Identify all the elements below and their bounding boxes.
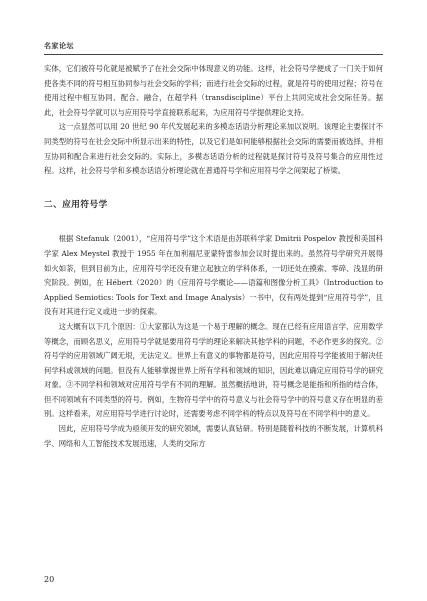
paragraph: 实体，它们被符号化就是被赋予了在社会交际中体现意义的功能。这样，社会符号学便成了一门关于如何使各类不同的符号相互协同参与社会交际的学科；而进行社会交际的过程，就是符号的使用过程；符号在使用过程中相互协同、配合、融合，在超学科（transdiscipline）平台上共同完成社会交际任务。据此，社会符号学就可以与应用符号学直接联系起来，为应用符号学提供理论支持。: [44, 64, 383, 117]
paragraph: 因此，应用符号学成为亟须开发的研究领域，需要认真钻研。特别是随着科技的不断发展，计算机科学、网络和人工智能技术发展迅速，人类的交际方: [44, 424, 383, 448]
paragraph: 这一点显然可以用 20 世纪 90 年代发展起来的多模态话语分析理论来加以说明。该理论主要探讨不同类型的符号在社会交际中所显示出来的特性，以及它们是如何能够根据社会交际的需要而被选择，并相互协同和配合来进行社会交际的。实际上，多模态话语分析的过程就是探讨符号及符号集合的应用性过程。这样，社会符号学和多模态话语分析理论就在普通符号学和应用符号学之间架起了桥梁。: [44, 122, 383, 176]
paragraph: 根据 Stefanuk（2001），“应用符号学”这个术语是由苏联科学家 Dmitrii Pospelov 教授和美国科学家 Alex Meystel 教授于 1955 年在加利福尼亚蒙特雷参加会议时提出来的。虽然符号学研究开展得如火如荼，但到目前为止，应用符号学还没有建立起独立的学科体系，一切还处在摸索、零碎、浅显的研究阶段。例如，在 Hébert（2020）的《应用符号学概论——语篇和图像分析工具》（Introduction to Applied Semiotics: Tools for Text and Image Analysis）一书中，仅有两处提到“应用符号学”，且没有对其进行定义或进一步的探索。: [44, 234, 383, 317]
running-header: 名家论坛: [44, 42, 74, 50]
paragraph: 这大概有以下几个原因：①大家都认为这是一个易于理解的概念。现在已经有应用语言学、应用数学等概念，而顾名思义，应用符号学就是要用符号学的理论来解决其他学科的问题，不必作更多的探究。②符号学的应用领域广阔无垠，无法定义。世界上有意义的事物都是符号，因此应用符号学能被用于解决任何学科或领域的问题。但没有人能够掌握世界上所有学科和领域的知识，因此难以确定应用符号学的研究对象。③不同学科和领域对应用符号学有不同的理解。虽然概括地讲，符号概念是能指和所指的结合体，但不同领域有不同类型的符号。例如，生物符号学中的符号意义与社会符号学中的符号意义存在明显的差别。这样看来，对应用符号学进行讨论时，还需要考虑不同学科的特点以及符号在不同学科中的意义。: [44, 321, 383, 419]
section-heading: 二、应用符号学: [44, 199, 108, 210]
article-body: [44, 62, 383, 451]
header-divider: [44, 54, 383, 55]
page-number: 20: [44, 575, 55, 584]
